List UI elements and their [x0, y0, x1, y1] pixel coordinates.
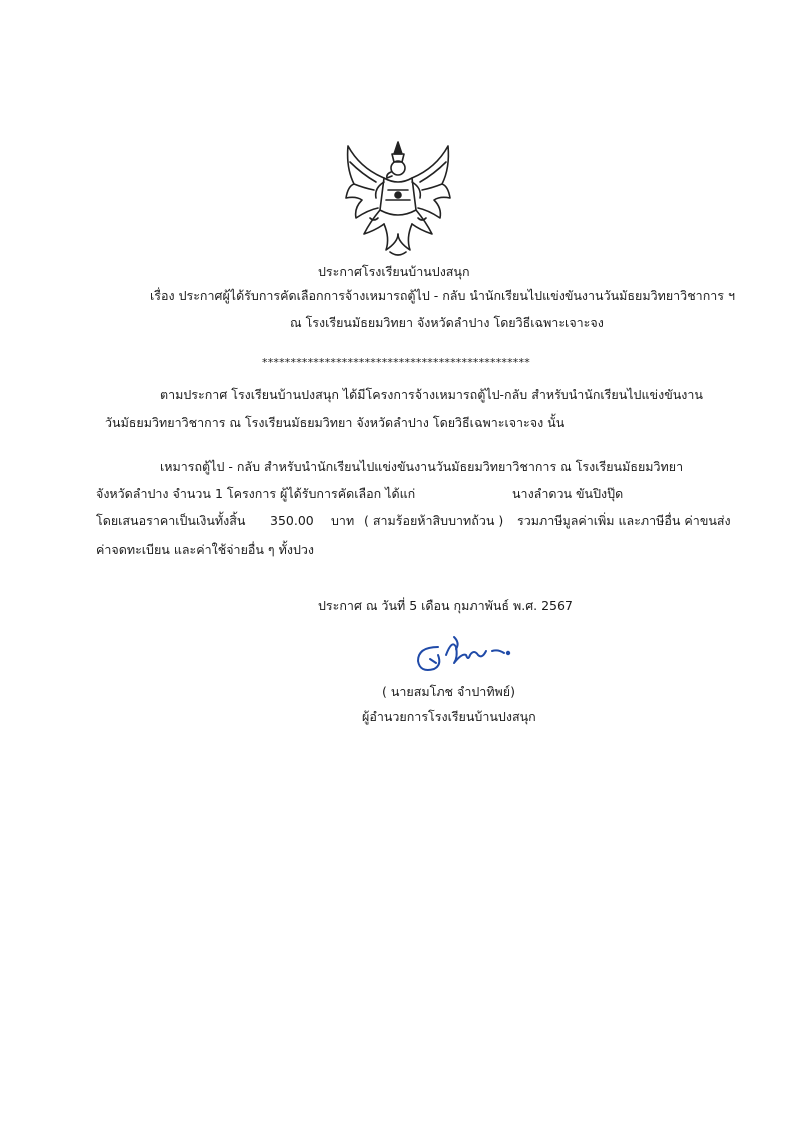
price-currency: บาท [331, 513, 355, 528]
subject-line-1: เรื่อง ประกาศผู้ได้รับการคัดเลือกการจ้างเหมารถตู้ไป - กลับ นำนักเรียนไปแข่งขันงานวันมัธยมวิทยาวิชาการ ฯ [150, 288, 735, 303]
separator-stars: *********************************************** [262, 356, 530, 369]
subject-line-2: ณ โรงเรียนมัธยมวิทยา จังหวัดลำปาง โดยวิธีเฉพาะเจาะจง [290, 315, 604, 330]
paragraph-1-line-1: ตามประกาศ โรงเรียนบ้านปงสนุก ได้มีโครงการจ้างเหมารถตู้ไป-กลับ สำหรับนำนักเรียนไปแข่งขันงาน [160, 387, 703, 402]
paragraph-2-line-3-tail: รวมภาษีมูลค่าเพิ่ม และภาษีอื่น ค่าขนส่ง [517, 513, 731, 528]
paragraph-2-line-4: ค่าจดทะเบียน และค่าใช้จ่ายอื่น ๆ ทั้งปวง [96, 542, 315, 557]
paragraph-2-line-2-text: จังหวัดลำปาง จำนวน 1 โครงการ ผู้ได้รับการคัดเลือก ได้แก่ [96, 486, 416, 501]
announcement-heading: ประกาศโรงเรียนบ้านปงสนุก [318, 264, 470, 279]
selected-vendor-name: นางลำดวน ขันปิงปุ๊ด [512, 486, 624, 501]
signature-icon [408, 633, 518, 677]
price-amount: 350.00 [270, 513, 314, 528]
paragraph-2-line-3-text: โดยเสนอราคาเป็นเงินทั้งสิ้น [96, 513, 246, 528]
announcement-date: ประกาศ ณ วันที่ 5 เดือน กุมภาพันธ์ พ.ศ. 2567 [318, 598, 573, 613]
garuda-emblem-icon [340, 138, 456, 260]
signer-name: ( นายสมโภช จำปาทิพย์) [382, 684, 515, 699]
paragraph-2-line-1: เหมารถตู้ไป - กลับ สำหรับนำนักเรียนไปแข่งขันงานวันมัธยมวิทยาวิชาการ ณ โรงเรียนมัธยมวิทยา [160, 459, 684, 474]
signer-title: ผู้อำนวยการโรงเรียนบ้านปงสนุก [362, 709, 536, 724]
price-in-words: ( สามร้อยห้าสิบบาทถ้วน ) [364, 513, 504, 528]
paragraph-1-line-2: วันมัธยมวิทยาวิชาการ ณ โรงเรียนมัธยมวิทยา จังหวัดลำปาง โดยวิธีเฉพาะเจาะจง นั้น [105, 415, 565, 430]
